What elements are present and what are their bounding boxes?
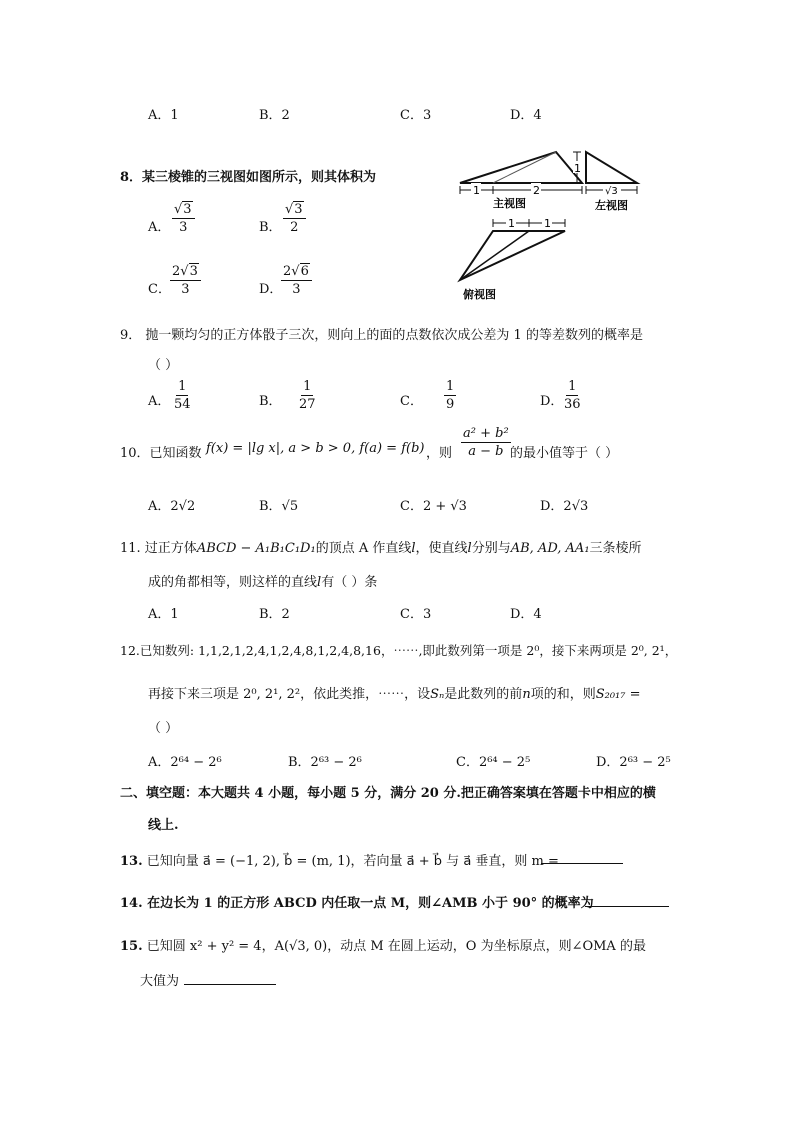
q15-line1: 15. 已知圆 x² + y² = 4，A(√3, 0)，动点 M 在圆上运动，O 为坐标原点，则∠OMA 的最 [120,939,646,954]
q8-option-c-label: C． [148,282,171,297]
q8-option-d-fraction: $\frac{2√6}{3}$ [281,265,312,296]
q8-option-a-label: A． [148,220,171,235]
top-view-dim-1a: 1 [508,217,515,230]
q10-suffix: 的最小值等于（ ） [510,446,619,461]
q9-option-b-fraction: $\frac{1}{27}$ [299,379,316,412]
q7-option-c: C．3 [400,108,432,123]
q11-option-b: B．2 [259,607,290,622]
top-view-inner-edge [460,231,529,280]
q10-prefix: 10．已知函数 [120,446,202,461]
q9-option-d-label: D． [540,394,564,409]
q9-option-a-fraction: $\frac{1}{54}$ [174,379,191,412]
q10-function: f(x) = |lg x|, a > b > 0, f(a) = f(b) [206,441,425,456]
q9-option-d-fraction: $\frac{1}{36}$ [564,379,581,412]
q9-option-c-label: C． [400,394,423,409]
front-view-dim-2: 2 [533,184,540,197]
q9-stem: 9． 抛一颗均匀的正方体骰子三次，则向上的面的点数依次成公差为 1 的等差数列的概率是 [120,328,643,343]
q10-option-a: A．2√2 [148,499,196,514]
q12-option-d: D．2⁶³ − 2⁵ [596,755,671,770]
front-view-dim-1: 1 [473,184,480,197]
q8-option-b-label: B． [259,220,282,235]
section2-header: 二、填空题：本大题共 4 小题，每小题 5 分，满分 20 分.把正确答案填在答题卡中相应的横 [120,786,656,801]
q9-option-c-fraction: $\frac{1}{9}$ [446,379,455,412]
q13-answer-blank[interactable] [541,850,623,864]
left-view-triangle [586,152,637,183]
front-view-hidden-edge [493,152,556,183]
left-view-caption: 左视图 [595,199,628,212]
front-view-triangle [460,152,582,183]
top-view-outline [460,231,565,280]
q11-option-d: D．4 [510,607,542,622]
q12-option-c: C．2⁶⁴ − 2⁵ [456,755,531,770]
q15-answer-blank[interactable] [184,970,276,985]
q14-answer-blank[interactable] [585,892,669,907]
q11-option-c: C．3 [400,607,432,622]
q12-line1: 12.已知数列: 1,1,2,1,2,4,1,2,4,8,1,2,4,8,16，⋯⋯,即此数列第一项是 2⁰，接下来两项是 2⁰, 2¹， [120,643,678,658]
q11-option-a: A．1 [148,607,179,622]
q12-paren: （ ） [148,721,179,736]
q7-option-b: B．2 [259,108,290,123]
q8-option-c-fraction: $\frac{2√3}{3}$ [170,265,201,296]
q8-option-a-fraction: $\frac{√3}{3}$ [172,203,195,234]
q10-option-c: C．2 + √3 [400,499,467,514]
q13: 13. 已知向量 a⃗ = (−1, 2), b⃗ = (m, 1)，若向量 a⃗ + b⃗ 与 a⃗ 垂直，则 m = [120,854,559,869]
section2-header-cont: 线上. [148,818,179,833]
left-view-dim-1: 1 [574,162,581,175]
q15-line2: 大值为 [140,974,180,989]
q8-option-b-fraction: $\frac{√3}{2}$ [283,203,306,234]
q10-option-d: D．2√3 [540,499,589,514]
q11-line2: 成的角都相等，则这样的直线l有（ ）条 [148,575,378,590]
q12-option-b: B．2⁶³ − 2⁶ [288,755,362,770]
q10-fraction: $\frac{\text{a² + b²}}{a - b}$ [463,426,509,459]
q12-option-a: A．2⁶⁴ − 2⁶ [148,755,222,770]
q7-option-a: A．1 [148,108,179,123]
top-view-caption: 俯视图 [463,288,496,301]
q11-line1: 11. 过正方体ABCD − A₁B₁C₁D₁的顶点 A 作直线l，使直线l分别与AB, AD, AA₁三条棱所 [120,541,642,556]
q9-paren: （ ） [148,358,179,373]
q8-option-d-label: D． [259,282,283,297]
top-view-dim-1b: 1 [544,217,551,230]
three-view-figure [455,145,655,305]
q10-mid: ，则 [426,446,453,461]
left-view-dim-sqrt3: √3 [605,186,618,197]
q14: 14. 在边长为 1 的正方形 ABCD 内任取一点 M，则∠AMB 小于 90° 的概率为 [120,896,594,911]
q12-line2: 再接下来三项是 2⁰, 2¹, 2²，依此类推，⋯⋯，设Sₙ是此数列的前n项的和，则S₂₀₁₇ = [148,687,641,702]
q7-option-d: D．4 [510,108,542,123]
front-view-caption: 主视图 [493,197,526,210]
q9-option-a-label: A． [148,394,171,409]
q9-option-b-label: B． [259,394,282,409]
q10-option-b: B．√5 [259,499,299,514]
q8-stem: 8．某三棱锥的三视图如图所示，则其体积为 [120,170,377,185]
